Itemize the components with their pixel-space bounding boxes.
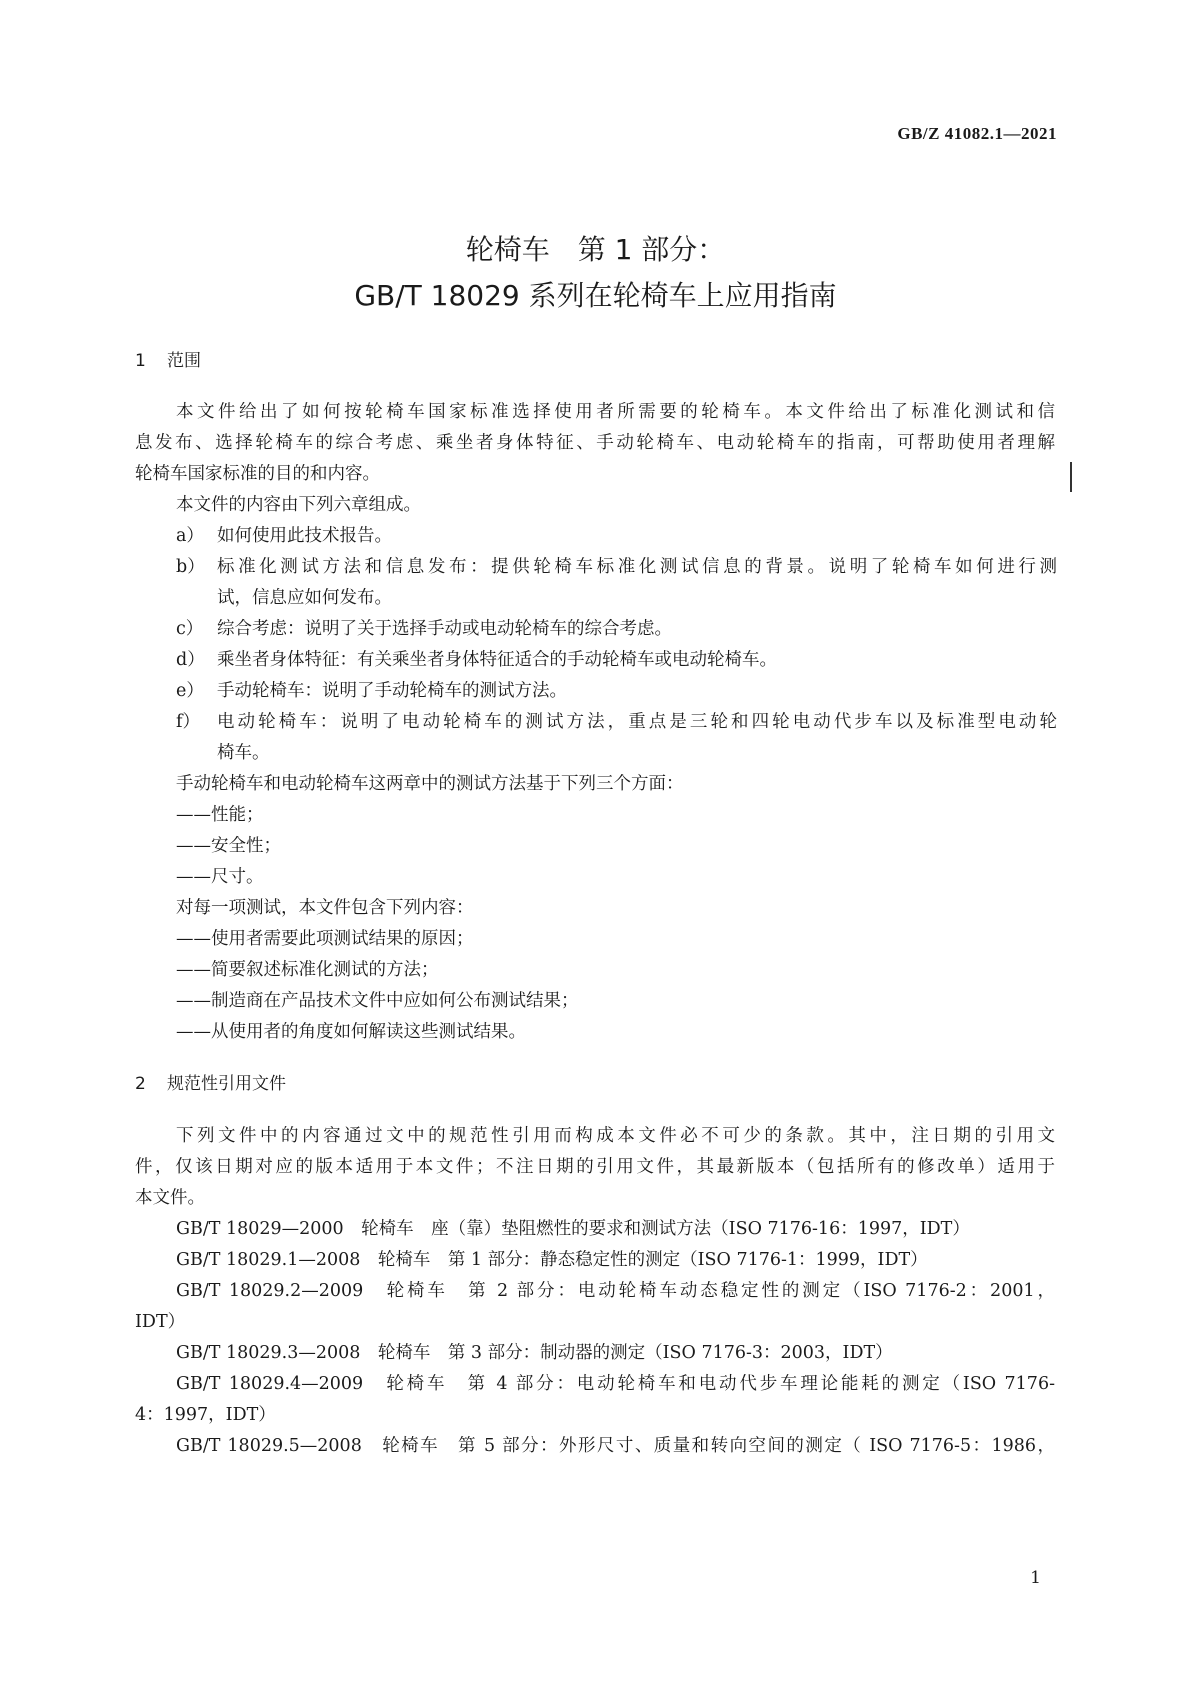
list-item-letter: d） xyxy=(176,650,205,670)
paragraph-line: 本文件给出了如何按轮椅车国家标准选择使用者所需要的轮椅车。本文件给出了标准化测试和信 xyxy=(176,402,1055,422)
change-bar xyxy=(1070,462,1072,492)
dash-item: ——使用者需要此项测试结果的原因； xyxy=(176,929,474,949)
dash-item: ——制造商在产品技术文件中应如何公布测试结果； xyxy=(176,991,579,1011)
reference-entry-continued: IDT） xyxy=(135,1312,186,1332)
dash-item: ——从使用者的角度如何解读这些测试结果。 xyxy=(176,1022,526,1042)
list-item-letter: c） xyxy=(176,619,204,639)
document-title-line2: GB/T 18029 系列在轮椅车上应用指南 xyxy=(354,279,837,312)
paragraph-line: 本文件的内容由下列六章组成。 xyxy=(176,495,421,515)
reference-entry: GB/T 18029.5—2008 轮椅车 第 5 部分：外形尺寸、质量和转向空间的测定（ ISO 7176-5：1986， xyxy=(176,1436,1055,1456)
list-item-letter: f） xyxy=(176,712,200,732)
reference-entry: GB/T 18029.4—2009 轮椅车 第 4 部分：电动轮椅车和电动代步车理论能耗的测定（ISO 7176- xyxy=(176,1374,1055,1394)
list-item-text-continued: 试，信息应如何发布。 xyxy=(217,588,392,608)
section-number: 2 xyxy=(135,1074,146,1094)
document-title-line1: 轮椅车 第 1 部分： xyxy=(465,233,726,266)
reference-entry-continued: 4：1997，IDT） xyxy=(135,1405,276,1425)
dash-item: ——尺寸。 xyxy=(176,867,264,887)
paragraph-line: 息发布、选择轮椅车的综合考虑、乘坐者身体特征、手动轮椅车、电动轮椅车的指南，可帮助使用者理解 xyxy=(135,433,1055,453)
dash-item: ——安全性； xyxy=(176,836,281,856)
standard-code: GB/Z 41082.1—2021 xyxy=(897,124,1057,143)
section-number: 1 xyxy=(135,351,146,371)
paragraph-line: 手动轮椅车和电动轮椅车这两章中的测试方法基于下列三个方面： xyxy=(176,774,684,794)
list-item-text: 手动轮椅车：说明了手动轮椅车的测试方法。 xyxy=(217,681,567,701)
paragraph-line: 本文件。 xyxy=(135,1188,205,1208)
list-item-letter: a） xyxy=(176,526,204,546)
list-item-text: 电动轮椅车：说明了电动轮椅车的测试方法，重点是三轮和四轮电动代步车以及标准型电动轮 xyxy=(217,712,1057,732)
paragraph-line: 件，仅该日期对应的版本适用于本文件；不注日期的引用文件，其最新版本（包括所有的修改单）适用于 xyxy=(135,1157,1055,1177)
list-item-text: 标准化测试方法和信息发布：提供轮椅车标准化测试信息的背景。说明了轮椅车如何进行测 xyxy=(217,557,1057,577)
list-item-letter: e） xyxy=(176,681,204,701)
page-number: 1 xyxy=(1030,1568,1041,1588)
section-2-heading xyxy=(135,1069,286,1094)
reference-entry: GB/T 18029.2—2009 轮椅车 第 2 部分：电动轮椅车动态稳定性的测定（ISO 7176-2：2001， xyxy=(176,1281,1055,1301)
paragraph-line: 下列文件中的内容通过文中的规范性引用而构成本文件必不可少的条款。其中，注日期的引用文 xyxy=(176,1126,1055,1146)
reference-entry: GB/T 18029—2000 轮椅车 座（靠）垫阻燃性的要求和测试方法（ISO 7176-16：1997，IDT） xyxy=(176,1219,970,1239)
list-item-text: 如何使用此技术报告。 xyxy=(217,526,392,546)
reference-entry: GB/T 18029.1—2008 轮椅车 第 1 部分：静态稳定性的测定（ISO 7176-1：1999，IDT） xyxy=(176,1250,928,1270)
reference-entry: GB/T 18029.3—2008 轮椅车 第 3 部分：制动器的测定（ISO 7176-3：2003，IDT） xyxy=(176,1343,893,1363)
list-item-text: 综合考虑：说明了关于选择手动或电动轮椅车的综合考虑。 xyxy=(217,619,672,639)
list-item-text: 乘坐者身体特征：有关乘坐者身体特征适合的手动轮椅车或电动轮椅车。 xyxy=(217,650,777,670)
paragraph-line: 对每一项测试，本文件包含下列内容： xyxy=(176,898,474,918)
section-1-heading xyxy=(135,346,201,371)
dash-item: ——简要叙述标准化测试的方法； xyxy=(176,960,439,980)
section-title: 范围 xyxy=(167,351,201,371)
list-item-text-continued: 椅车。 xyxy=(217,743,270,763)
dash-item: ——性能； xyxy=(176,805,264,825)
section-title: 规范性引用文件 xyxy=(167,1074,286,1094)
paragraph-line: 轮椅车国家标准的目的和内容。 xyxy=(135,464,380,484)
list-item-letter: b） xyxy=(176,557,205,577)
